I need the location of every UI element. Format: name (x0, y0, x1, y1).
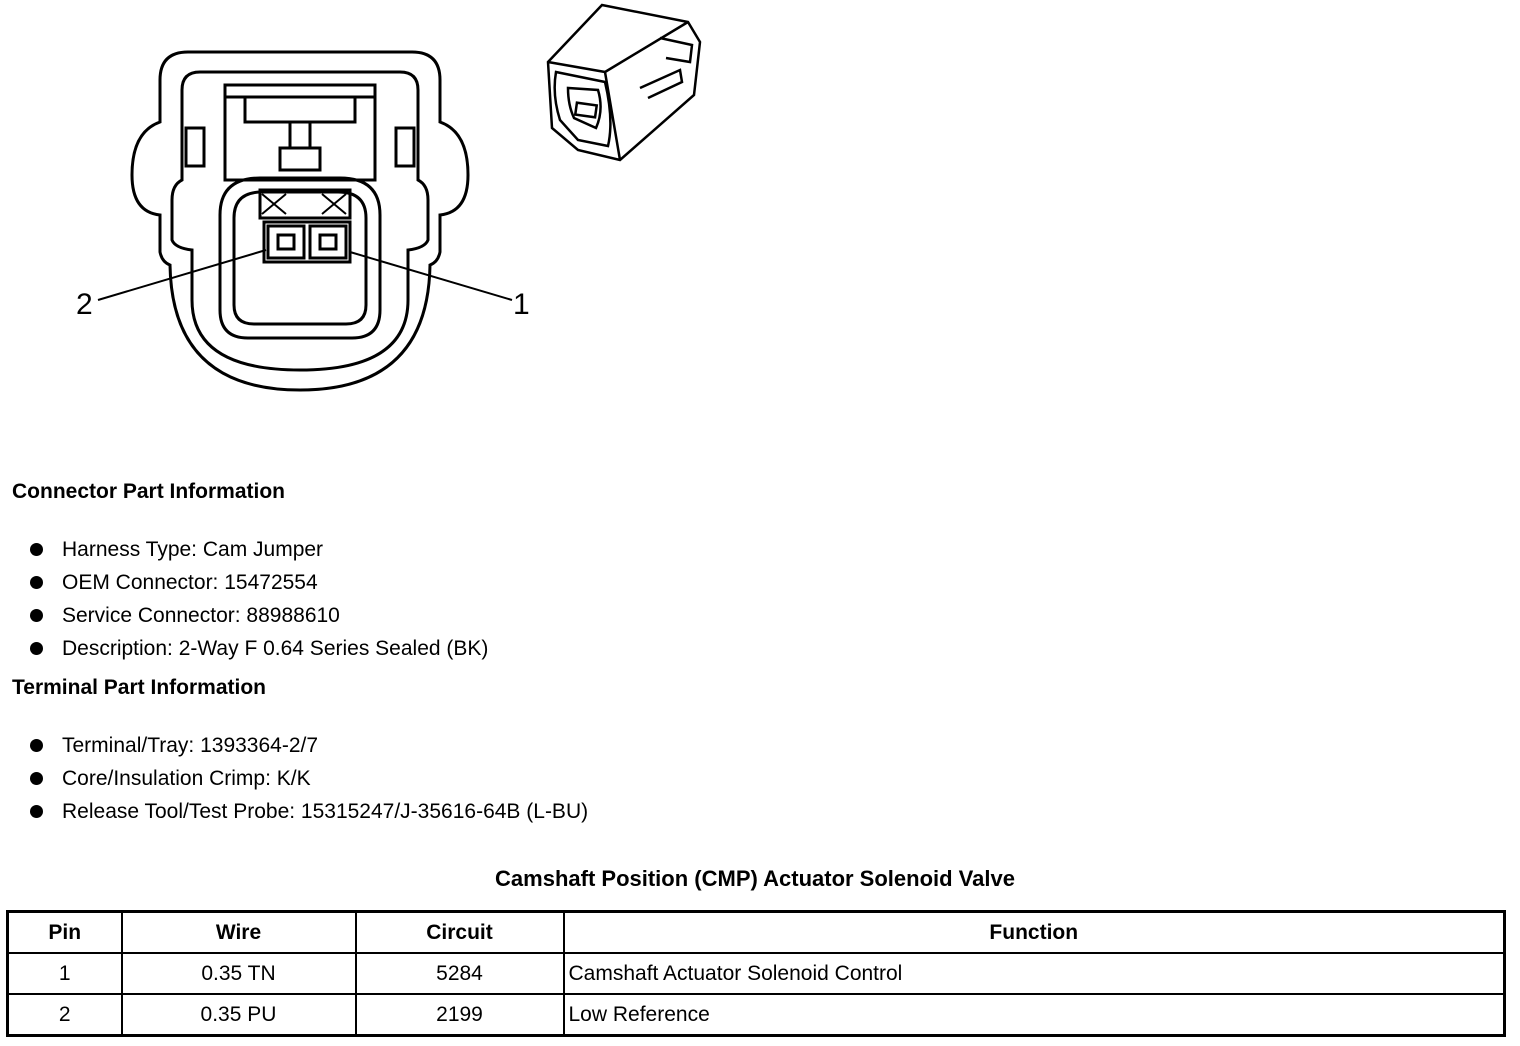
table-row (8, 994, 1505, 1036)
connector-info-heading: Connector Part Information (12, 480, 286, 503)
cell-circuit: 2199 (356, 994, 564, 1036)
list-item: Terminal/Tray: 1393364-2/7 (28, 729, 588, 762)
list-item: OEM Connector: 15472554 (28, 566, 488, 599)
cell-circuit: 5284 (356, 953, 564, 994)
connector-info-list (28, 533, 488, 665)
table-row (8, 953, 1505, 994)
list-item: Harness Type: Cam Jumper (28, 533, 488, 566)
table-title: Camshaft Position (CMP) Actuator Solenoid Valve (495, 866, 1015, 891)
cell-pin: 2 (8, 994, 122, 1036)
terminal-info-heading: Terminal Part Information (12, 676, 266, 699)
callout-pin-2: 2 (76, 288, 93, 321)
cell-wire: 0.35 TN (122, 953, 356, 994)
cell-pin: 1 (8, 953, 122, 994)
column-header-function: Function (564, 912, 1505, 954)
connector-3d-view-icon (548, 5, 700, 160)
cell-function: Camshaft Actuator Solenoid Control (564, 953, 1505, 994)
list-item: Description: 2-Way F 0.64 Series Sealed (BK) (28, 632, 488, 665)
pinout-table (6, 910, 1506, 1037)
cell-wire: 0.35 PU (122, 994, 356, 1036)
connector-face-view-icon (98, 52, 512, 390)
column-header-wire: Wire (122, 912, 356, 954)
list-item: Core/Insulation Crimp: K/K (28, 762, 588, 795)
callout-pin-1: 1 (513, 288, 530, 321)
column-header-circuit: Circuit (356, 912, 564, 954)
terminal-info-list (28, 729, 588, 828)
list-item: Release Tool/Test Probe: 15315247/J-35616-64B (L-BU) (28, 795, 588, 828)
column-header-pin: Pin (8, 912, 122, 954)
cell-function: Low Reference (564, 994, 1505, 1036)
list-item: Service Connector: 88988610 (28, 599, 488, 632)
table-header-row (8, 912, 1505, 954)
connector-diagram (0, 0, 760, 420)
